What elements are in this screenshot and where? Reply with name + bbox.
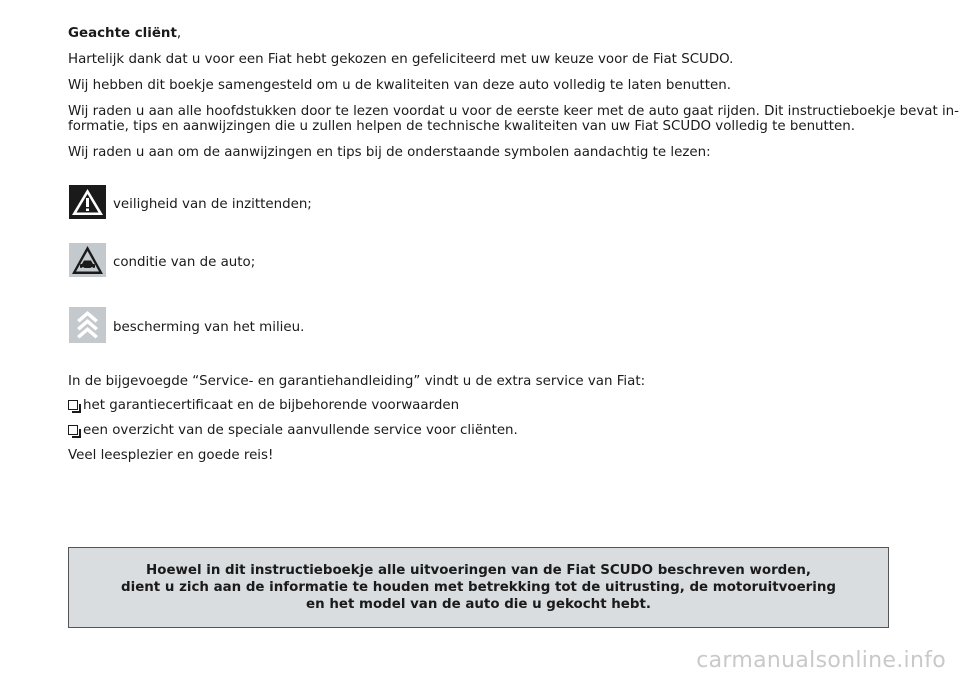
closing-line: Veel leesplezier en goede reis! (68, 448, 274, 463)
service-item-1: het garantiecertificaat en de bijbehorende voorwaarden (68, 398, 459, 413)
intro-paragraph-3-line2: formatie, tips en aanwijzingen die u zullen helpen de technische kwaliteiten van uw Fiat SCUDO volledig te benutten. (68, 119, 856, 134)
intro-paragraph-2: Wij hebben dit boekje samengesteld om u de kwaliteiten van deze auto volledig te laten benutten. (68, 78, 732, 93)
notice-line-2: dient u zich aan de informatie te houden met betrekking tot de uitrusting, de motoruitvoering (121, 580, 836, 595)
notice-box (68, 547, 889, 628)
intro-paragraph-4: Wij raden u aan om de aanwijzingen en tips bij de onderstaande symbolen aandachtig te lezen: (68, 145, 711, 160)
notice-line-3: en het model van de auto die u gekocht hebt. (306, 597, 651, 612)
symbol-label-safety: veiligheid van de inzittenden; (113, 197, 312, 212)
notice-line-1: Hoewel in dit instructieboekje alle uitvoeringen van de Fiat SCUDO beschreven worden, (146, 563, 811, 578)
service-intro: In de bijgevoegde “Service- en garantiehandleiding” vindt u de extra service van Fiat: (68, 374, 646, 389)
intro-paragraph-1: Hartelijk dank dat u voor een Fiat hebt gekozen en gefeliciteerd met uw keuze voor de Fiat SCUDO. (68, 52, 734, 67)
checkbox-bullet-icon (68, 400, 78, 410)
car-condition-icon (69, 243, 106, 277)
service-item-2: een overzicht van de speciale aanvullende service voor cliënten. (68, 423, 518, 438)
warning-triangle-icon (69, 185, 106, 219)
intro-paragraph-3-line1: Wij raden u aan alle hoofdstukken door te lezen voordat u voor de eerste keer met de auto gaat rijden. Dit instructieboekje bevat in- (68, 104, 959, 119)
watermark: carmanualsonline.info (696, 648, 946, 673)
greeting: Geachte cliënt, (68, 26, 182, 41)
environment-chevron-icon (69, 307, 106, 341)
checkbox-bullet-icon (68, 425, 78, 435)
symbol-label-environment: bescherming van het milieu. (113, 320, 305, 335)
symbol-label-car: conditie van de auto; (113, 255, 256, 270)
